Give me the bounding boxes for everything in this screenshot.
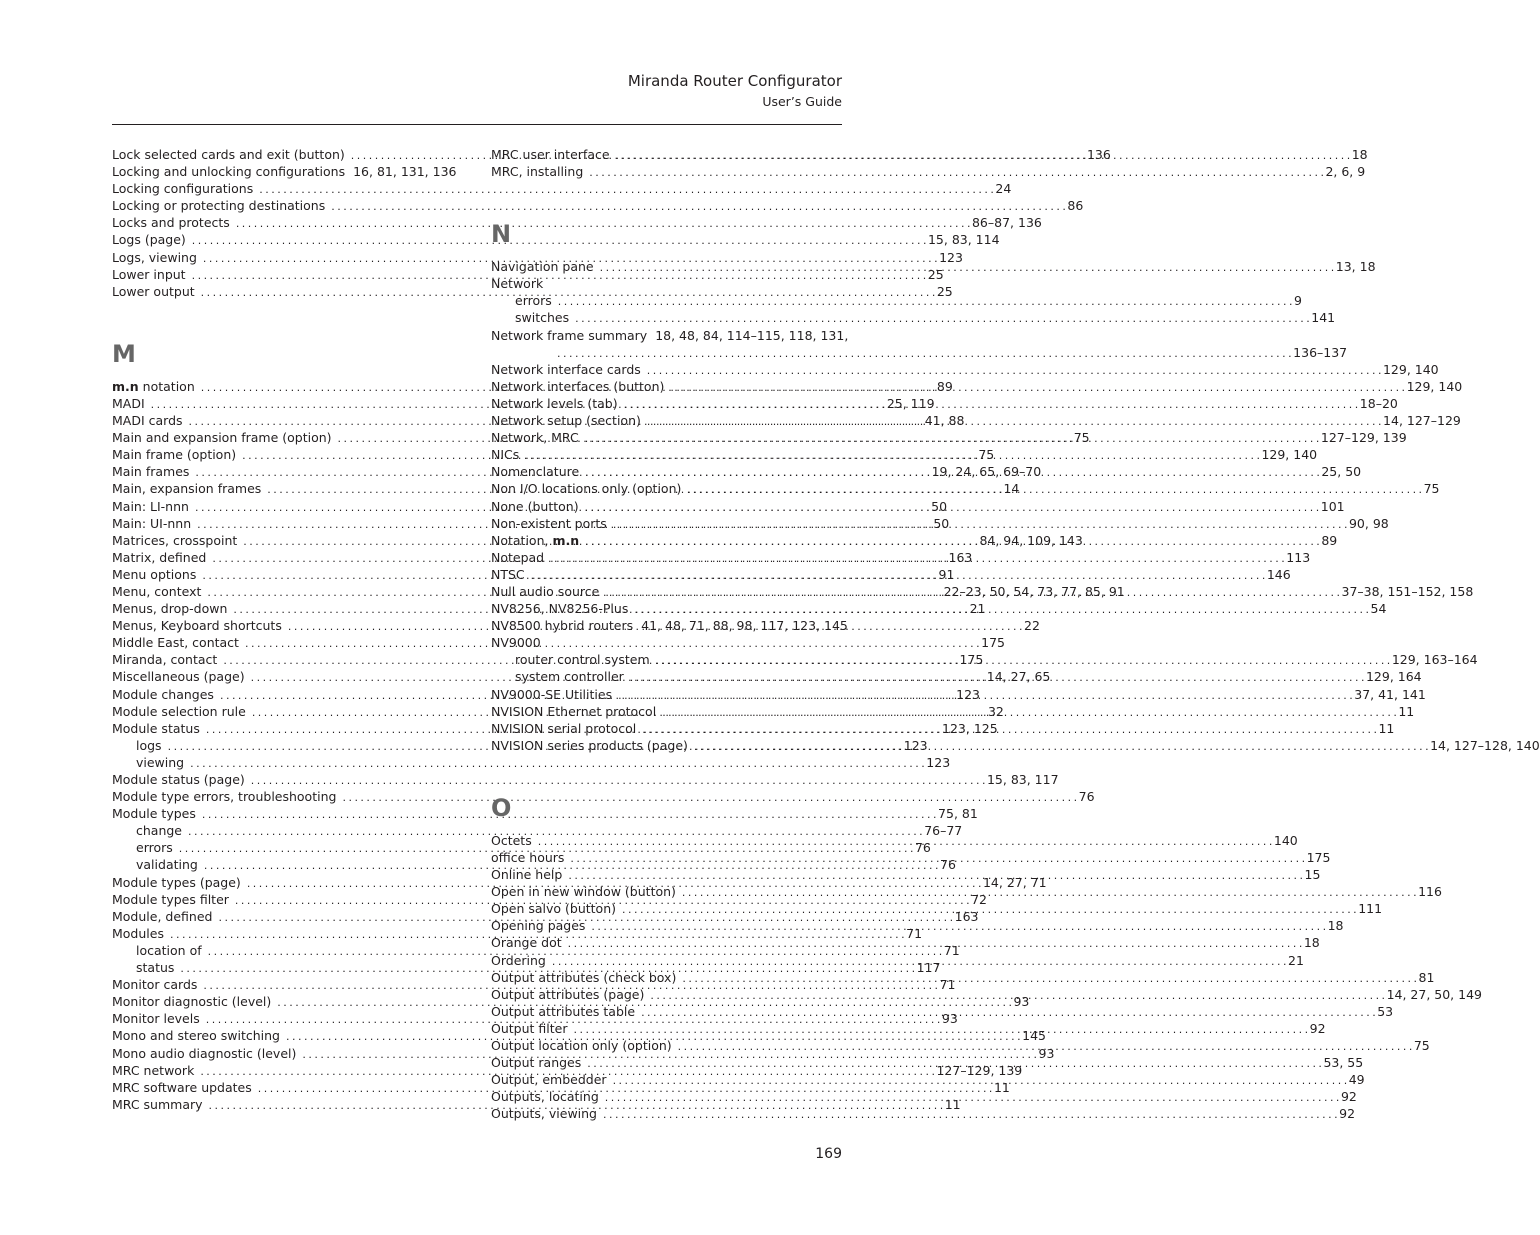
page-references: 75, 81 (938, 806, 978, 822)
page-references: 175 (959, 652, 984, 668)
index-entry (491, 617, 848, 634)
dot-leader (531, 567, 1265, 584)
dot-leader (589, 164, 1323, 181)
page-references: 93 (941, 1011, 958, 1027)
index-term: Module types filter (112, 891, 229, 907)
section-spacer (112, 300, 449, 334)
index-term: Mono audio diagnostic (level) (112, 1045, 297, 1061)
page-references: 41, 48, 71, 88, 98, 117, 123, 145 (641, 618, 848, 634)
index-term: NVISION Ethernet protocol (491, 703, 657, 719)
index-entry (112, 231, 1000, 248)
index-term: Open in new window (button) (491, 884, 676, 900)
running-header (628, 71, 842, 110)
index-term: NICs (491, 447, 520, 463)
index-term: Outputs, locating (491, 1089, 599, 1105)
index-term-text: Notation, (491, 532, 553, 548)
page-references: 127–129, 139 (936, 1062, 1023, 1078)
page-references: 163 (948, 549, 973, 565)
page-references: 175 (981, 635, 1005, 651)
page-references: 41, 88 (924, 413, 965, 429)
index-term: Module type errors, troubleshooting (112, 789, 337, 805)
index-entry (491, 1105, 1356, 1122)
page-references: 18 (1351, 147, 1368, 162)
dot-leader (557, 345, 1291, 362)
index-term: location of (136, 942, 202, 958)
index-term: Miranda, contact (112, 652, 218, 668)
index-term: Mono and stereo switching (112, 1028, 280, 1044)
page-references: 75 (1423, 481, 1440, 497)
index-entry (112, 214, 1042, 231)
index-term-bold: m.n (552, 532, 580, 548)
page-references: 90, 98 (1348, 515, 1389, 531)
page-references: 76 (1078, 789, 1095, 805)
index-entry (491, 275, 828, 292)
index-letter-heading: M (112, 339, 136, 368)
page-references: 129, 140 (1406, 378, 1463, 394)
index-term: Network levels (tab) (491, 395, 618, 411)
index-term: None (button) (491, 498, 579, 514)
dot-leader (682, 884, 1416, 901)
dot-leader (647, 362, 1381, 379)
dot-leader (585, 464, 1319, 481)
index-term: Modules (112, 925, 164, 941)
page-references: 32 (987, 703, 1004, 719)
index-term: Output ranges (491, 1055, 582, 1071)
index-term: NV9000 (491, 635, 541, 651)
page-references: 9 (1293, 293, 1302, 309)
page-references: 2, 6, 9 (1325, 164, 1366, 180)
index-term: Monitor cards (112, 977, 198, 993)
index-term: MRC network (112, 1062, 195, 1078)
index-term: Orange dot (491, 935, 562, 951)
page-references: 93 (1038, 1045, 1055, 1061)
page-references: 15 (1304, 867, 1321, 883)
index-entry (112, 805, 978, 822)
dot-leader (634, 601, 1368, 618)
index-term: Miscellaneous (page) (112, 669, 245, 685)
index-term: NV9000-SE Utilities (491, 686, 613, 702)
dot-leader (642, 721, 1376, 738)
index-term (491, 532, 579, 549)
index-entry (112, 249, 963, 266)
page-references: 53 (1377, 1003, 1394, 1019)
page-references: 75 (978, 447, 995, 463)
document-title: Miranda Router Configurator (627, 72, 842, 90)
dot-leader (558, 293, 1292, 310)
index-term: Matrix, defined (112, 549, 207, 565)
page-references: 25, 50 (1321, 464, 1362, 480)
index-term: Output, embedder (491, 1072, 607, 1088)
dot-leader (662, 704, 1396, 721)
index-term (112, 378, 195, 395)
dot-leader (694, 738, 1428, 755)
page-references: 86–87, 136 (971, 215, 1042, 231)
page-references: 123 (939, 249, 963, 265)
dot-leader (613, 1072, 1347, 1089)
index-term: Locking and unlocking configurations (112, 164, 346, 180)
dot-leader (591, 918, 1325, 935)
index-term: Open salvo (button) (491, 901, 617, 917)
index-term: Logs, viewing (112, 249, 197, 265)
index-entry (491, 344, 1348, 361)
index-letter-heading: O (491, 793, 512, 822)
page-references: 123 (926, 754, 951, 770)
page-references: 129, 140 (1261, 447, 1318, 463)
index-term: NTSC (491, 566, 525, 582)
index-term: Lower input (112, 266, 186, 282)
page-references: 116 (1418, 884, 1442, 900)
dot-leader (538, 833, 1272, 850)
index-term: Lock selected cards and exit (button) (112, 147, 345, 162)
page-references: 18 (1303, 935, 1320, 951)
page-references: 25 (927, 266, 944, 282)
dot-leader (585, 499, 1319, 516)
dot-leader (568, 867, 1302, 884)
dot-leader (687, 481, 1421, 498)
index-term: MRC user interface (491, 147, 610, 162)
index-term: NVISION series products (page) (491, 737, 688, 753)
page-references: 21 (1288, 952, 1304, 968)
index-entry (112, 180, 1012, 197)
index-term: viewing (136, 754, 185, 770)
page-references: 113 (1286, 549, 1311, 565)
index-term: Main and expansion frame (option) (112, 430, 332, 446)
page-references: 89 (936, 378, 953, 394)
index-term: Main: LI-nnn (112, 498, 189, 514)
dot-leader (525, 447, 1259, 464)
page-references: 92 (1339, 1106, 1356, 1122)
page-references: 15, 83, 117 (986, 772, 1059, 787)
page-references: 141 (1311, 310, 1336, 326)
page-references: 18, 48, 84, 114–115, 118, 131, (655, 327, 849, 343)
header-rule (112, 124, 842, 125)
page-references: 92 (1340, 1089, 1357, 1105)
page-references: 93 (1013, 994, 1030, 1010)
index-term: Network (491, 276, 544, 292)
index-term: system controller (515, 669, 624, 685)
index-term: Opening pages (491, 918, 586, 934)
index-term: Locking configurations (112, 181, 254, 197)
page-references: 18 (1327, 918, 1344, 934)
page-references: 18–20 (1359, 395, 1398, 411)
page-references: 14, 127–128, 140 (1430, 737, 1540, 753)
dot-leader (585, 533, 1319, 550)
dot-leader (647, 413, 1381, 430)
page-references: 14, 27, 71 (982, 874, 1047, 890)
page-references: 101 (1320, 498, 1345, 514)
page-references: 37, 41, 141 (1354, 686, 1426, 702)
index-term: Main: UI-nnn (112, 515, 192, 531)
page-references: 89 (1321, 532, 1338, 548)
index-term: status (136, 960, 175, 976)
index-term: Navigation pane (491, 259, 594, 275)
index-term: change (136, 823, 183, 839)
index-term: Notepad (491, 549, 545, 565)
dot-leader (670, 379, 1404, 396)
index-term: Module types (112, 806, 196, 822)
page-references: 86 (1067, 198, 1084, 214)
page-references: 71 (906, 925, 923, 941)
page-references: 145 (1022, 1028, 1047, 1044)
page-references: 129, 164 (1365, 669, 1422, 685)
dot-leader (603, 1106, 1337, 1123)
index-term: Non I/O locations only (option) (491, 481, 682, 497)
dot-leader (641, 1004, 1375, 1021)
dot-leader (550, 550, 1284, 567)
index-term: Module types (page) (112, 874, 241, 890)
index-term: Null audio source (491, 583, 600, 599)
index-term: Network frame summary (491, 327, 648, 343)
index-entry (112, 771, 1059, 788)
page-references: 91 (938, 566, 955, 582)
index-term: MRC, installing (491, 164, 584, 180)
dot-leader (573, 1021, 1307, 1038)
dot-leader (624, 396, 1358, 413)
page-references: 136–137 (1293, 344, 1348, 360)
page-references: 11 (1378, 720, 1395, 736)
page-references: 146 (1266, 566, 1291, 582)
page-references: 81 (1418, 969, 1435, 985)
index-subentry (491, 292, 1302, 309)
page-references: 21 (969, 601, 986, 617)
dot-leader (613, 516, 1347, 533)
document-subtitle: User’s Guide (762, 94, 842, 109)
dot-leader (622, 901, 1356, 918)
page-references: 25 (936, 283, 953, 299)
dot-leader (605, 1089, 1339, 1106)
index-term-text: notation (138, 378, 195, 394)
index-term: Menu, context (112, 583, 202, 599)
index-term: office hours (491, 850, 565, 865)
page-references: 22 (1024, 618, 1040, 634)
page-references: 136 (1086, 147, 1111, 162)
page-references: 123 (903, 737, 928, 753)
index-term: Module selection rule (112, 703, 246, 719)
dot-leader (587, 1055, 1321, 1072)
index-subentry (491, 309, 1336, 326)
page-references: 14, 127–129 (1383, 413, 1461, 429)
page-references: 140 (1273, 832, 1298, 848)
page-references: 75 (1073, 430, 1090, 446)
index-term: Menus, Keyboard shortcuts (112, 618, 282, 634)
index-entry (491, 163, 1366, 180)
page-references: 13, 18 (1335, 259, 1376, 275)
page-references: 50 (931, 498, 948, 514)
dot-leader (585, 430, 1319, 447)
page-references: 14, 27, 65 (986, 669, 1051, 685)
index-term: Non-existent ports (491, 515, 607, 531)
page-references: 49 (1348, 1072, 1365, 1088)
page-references: 16, 81, 131, 136 (353, 164, 457, 180)
page-references: 25, 119 (886, 395, 935, 411)
index-term: Ordering (491, 952, 546, 968)
page-references: 19, 24, 65, 69–70 (931, 464, 1042, 480)
page-references: 14 (1003, 481, 1020, 497)
index-subentry (112, 754, 951, 771)
page-references: 71 (939, 977, 956, 993)
page-references: 123, 125 (942, 720, 998, 736)
index-term: MADI cards (112, 413, 183, 429)
dot-leader (678, 1038, 1412, 1055)
index-term: NVISION serial protocol (491, 720, 637, 736)
index-term: Output location only (option) (491, 1038, 672, 1054)
index-term: errors (136, 840, 173, 856)
index-term: Network interface cards (491, 361, 641, 377)
dot-leader (568, 935, 1302, 952)
index-term: Output attributes (page) (491, 986, 645, 1002)
index-term-bold: m.n (112, 378, 139, 394)
index-entry (491, 361, 1439, 378)
index-term: MADI (112, 395, 145, 411)
page-references: 71 (943, 942, 960, 958)
index-term: Octets (491, 832, 532, 848)
dot-leader (552, 953, 1286, 970)
section-spacer (491, 754, 828, 788)
index-subentry (112, 822, 963, 839)
index-term: Output attributes table (491, 1003, 636, 1019)
page-references: 11 (944, 1096, 961, 1112)
page-references: 84, 94, 109, 143 (979, 532, 1083, 548)
page-references: 22–23, 50, 54, 73, 77, 85, 91 (943, 583, 1125, 599)
index-term: Output filter (491, 1020, 568, 1036)
index-term: Locks and protects (112, 215, 230, 231)
dot-leader (650, 987, 1384, 1004)
dot-leader (618, 687, 1352, 704)
index-term: Logs (page) (112, 232, 186, 248)
page-references: 11 (1398, 703, 1415, 719)
dot-leader (656, 652, 1390, 669)
page-references: 117 (916, 960, 941, 976)
index-term: router control system (515, 652, 650, 668)
index-entry (491, 634, 828, 651)
dot-leader (570, 850, 1304, 867)
page-references: 76 (914, 840, 931, 856)
index-term: Network, MRC (491, 430, 579, 446)
dot-leader (575, 310, 1309, 327)
index-term: Lower output (112, 283, 195, 299)
page-references: 127–129, 139 (1320, 430, 1407, 446)
index-term: Middle East, contact (112, 635, 239, 651)
index-term: Menus, drop-down (112, 601, 228, 617)
page-references: 37–38, 151–152, 158 (1341, 583, 1474, 599)
index-term: Output attributes (check box) (491, 969, 677, 985)
page-references: 76 (940, 857, 956, 873)
page-references: 129, 163–164 (1391, 652, 1478, 668)
section-spacer (491, 180, 828, 214)
page-references: 11 (993, 1079, 1010, 1095)
index-term: Module, defined (112, 908, 213, 924)
index-term: Matrices, crosspoint (112, 532, 238, 548)
index-term: Network setup (section) (491, 413, 641, 429)
index-entry (112, 163, 457, 180)
page-references: 72 (971, 891, 987, 907)
page-references: 76–77 (924, 823, 963, 839)
index-term: MRC summary (112, 1096, 203, 1112)
page-references: 75 (1413, 1038, 1430, 1054)
page-references: 50 (933, 515, 950, 531)
page-references: 175 (1306, 850, 1331, 865)
index-term: NV8256, NV8256-Plus (491, 601, 629, 617)
index-entry (491, 327, 849, 344)
index-term: Menu options (112, 566, 197, 582)
index-term: Main frames (112, 464, 190, 480)
index-term: Online help (491, 867, 563, 883)
dot-leader (630, 669, 1364, 686)
page-references: 53, 55 (1323, 1055, 1364, 1071)
index-term: Network interfaces (button) (491, 378, 665, 394)
dot-leader (600, 259, 1334, 276)
index-term: Outputs, viewing (491, 1106, 597, 1122)
index-term: Nomenclature (491, 464, 580, 480)
index-term: Locking or protecting destinations (112, 198, 326, 214)
index-term: logs (136, 737, 162, 753)
index-term: Monitor levels (112, 1011, 200, 1027)
index-term: Main, expansion frames (112, 481, 262, 497)
page-number: 169 (815, 1146, 842, 1162)
page-references: 15, 83, 114 (927, 232, 1000, 248)
index-term: errors (515, 293, 552, 309)
index-term: switches (515, 310, 570, 326)
index-term: Module changes (112, 686, 214, 702)
index-term: Main frame (option) (112, 447, 237, 463)
page-references: 163 (954, 908, 979, 924)
index-entry (112, 788, 1095, 805)
index-term: Module status (112, 720, 200, 736)
index-term: Monitor diagnostic (level) (112, 994, 272, 1010)
index-term: NV8500 hybrid routers (491, 618, 634, 634)
page-references: 129, 140 (1382, 361, 1439, 377)
index-letter-heading: N (491, 220, 512, 249)
page-references: 92 (1309, 1020, 1326, 1036)
dot-leader (616, 147, 1350, 164)
page-references: 14, 27, 50, 149 (1386, 986, 1482, 1002)
dot-leader (605, 584, 1339, 601)
index-term: MRC software updates (112, 1079, 252, 1095)
dot-leader (682, 970, 1416, 987)
page-references: 54 (1370, 601, 1387, 617)
index-entry (112, 197, 1084, 214)
index-term: validating (136, 857, 198, 873)
page-references: 24 (995, 181, 1012, 197)
page-references: 111 (1358, 901, 1383, 917)
page-references: 123 (956, 686, 980, 702)
index-term: Module status (page) (112, 772, 245, 787)
